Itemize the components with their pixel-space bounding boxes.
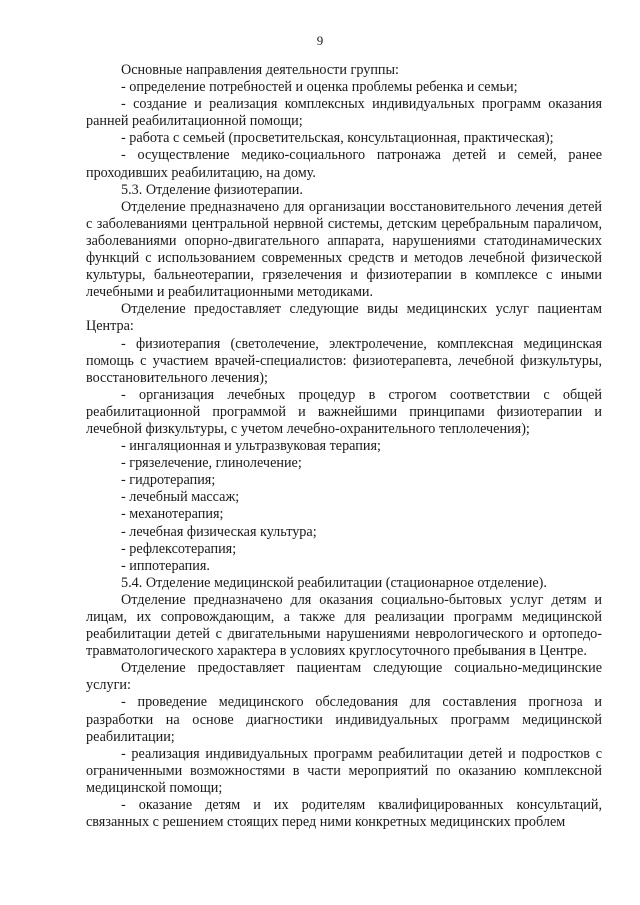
paragraph: Отделение предоставляет следующие виды медицинских услуг пациентам Центра: bbox=[86, 301, 602, 335]
paragraph: - определение потребностей и оценка проблемы ребенка и семьи; bbox=[121, 79, 518, 96]
paragraph: 5.4. Отделение медицинской реабилитации (стационарное отделение). bbox=[121, 574, 547, 591]
paragraph: Отделение предоставляет пациентам следующие социально-медицинские услуги: bbox=[86, 660, 602, 694]
paragraph: Отделение предназначено для организации восстановительного лечения детей с заболеваниями центральной нервной системы, детским церебральным параличом, заболеваниями опорно-двигательного аппарата, нарушениями статодинамических функций с использованием современных средств и методов лечебной физической культуры, бальнеотерапии, грязелечения и физиотерапии в комплексе с иными лечебными и реабилитационными методиками. bbox=[86, 198, 602, 301]
paragraph: - работа с семьей (просветительская, консультационная, практическая); bbox=[121, 130, 554, 147]
paragraph: - иппотерапия. bbox=[121, 557, 210, 574]
paragraph: - грязелечение, глинолечение; bbox=[121, 455, 302, 472]
paragraph: Основные направления деятельности группы: bbox=[121, 62, 399, 78]
paragraph: - осуществление медико-социального патронажа детей и семей, ранее проходивших реабилитацию, на дому. bbox=[86, 147, 602, 181]
paragraph: - оказание детям и их родителям квалифицированных консультаций, связанных с решением стоящих перед ними конкретных медицинских проблем bbox=[86, 797, 602, 831]
paragraph: 5.3. Отделение физиотерапии. bbox=[121, 181, 303, 198]
paragraph: - лечебный массаж; bbox=[121, 489, 240, 506]
paragraph: - рефлексотерапия; bbox=[121, 540, 237, 557]
paragraph: - лечебная физическая культура; bbox=[121, 523, 317, 540]
paragraph: - гидротерапия; bbox=[121, 472, 216, 489]
page-number: 9 bbox=[316, 33, 324, 48]
document-body bbox=[86, 62, 602, 831]
paragraph: - физиотерапия (светолечение, электролечение, комплексная медицинская помощь с участием врачей-специалистов: физиотерапевта, лечебной физкультуры, восстановительного лечения); bbox=[86, 335, 602, 386]
paragraph: - ингаляционная и ультразвуковая терапия; bbox=[121, 438, 381, 455]
paragraph: - реализация индивидуальных программ реабилитации детей и подростков с ограниченными возможностями в части мероприятий по оказанию комплексной медицинской помощи; bbox=[86, 745, 602, 796]
paragraph: - механотерапия; bbox=[121, 506, 224, 523]
paragraph: - проведение медицинского обследования для составления прогноза и разработки на основе диагностики индивидуальных программ медицинской реабилитации; bbox=[86, 694, 602, 745]
paragraph: - создание и реализация комплексных индивидуальных программ оказания ранней реабилитационной помощи; bbox=[86, 96, 602, 130]
paragraph: Отделение предназначено для оказания социально-бытовых услуг детям и лицам, их сопровождающим, а также для реализации программ медицинской реабилитации детей с двигательными нарушениями неврологического и ортопедо-травматологического характера в условиях круглосуточного пребывания в Центре. bbox=[86, 591, 602, 660]
paragraph: - организация лечебных процедур в строгом соответствии с общей реабилитационной программой и важнейшими принципами физиотерапии и лечебной физкультуры, с учетом лечебно-охранительного теплолечения); bbox=[86, 386, 602, 437]
